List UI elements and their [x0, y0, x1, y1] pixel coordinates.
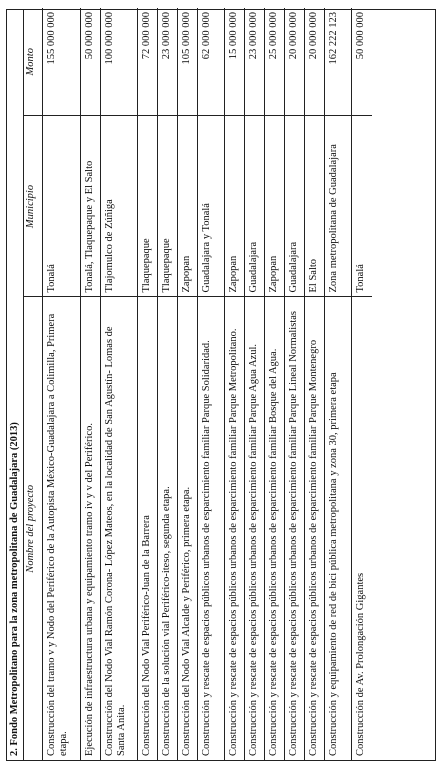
- cell-municipio: Tlaquepaque: [158, 116, 178, 297]
- cell-monto: 23 000 000: [245, 8, 265, 116]
- cell-municipio: Zapopan: [178, 116, 198, 297]
- cell-proyecto: Ejecución de infraestructura urbana y equipamiento tramo iv y v del Periférico.: [81, 297, 101, 760]
- table-row: [101, 8, 138, 760]
- cell-monto: 50 000 000: [81, 8, 101, 116]
- table-row: [245, 8, 265, 760]
- cell-proyecto: Construcción y rescate de espacios públicos urbanos de esparcimiento familiar Bosque del Agua.: [265, 297, 285, 760]
- cell-proyecto: Construcción del Nodo Vial Alcalde y Periférico, primera etapa.: [178, 297, 198, 760]
- cell-municipio: Zapopan: [225, 116, 245, 297]
- table-row: [178, 8, 198, 760]
- table-row: [158, 8, 178, 760]
- cell-municipio: Tonalá: [352, 116, 372, 297]
- cell-monto: 23 000 000: [158, 8, 178, 116]
- cell-monto: 15 000 000: [225, 8, 245, 116]
- cell-monto: 162 222 123: [325, 8, 352, 116]
- cell-proyecto: Construcción de Av. Prolongación Gigantes: [352, 297, 372, 760]
- cell-municipio: Guadalajara: [285, 116, 305, 297]
- cell-proyecto: Construcción del tramo v y Nodo del Periférico de la Autopista México-Guadalajara a Colimilla, Primera etapa.: [43, 297, 81, 760]
- header-row: [24, 8, 43, 760]
- cell-proyecto: Construcción de la solución vial Periférico-iteso, segunda etapa.: [158, 297, 178, 760]
- cell-monto: 100 000 000: [101, 8, 138, 116]
- projects-table: [24, 8, 372, 760]
- table-row: [81, 8, 101, 760]
- table-row: [225, 8, 245, 760]
- table-row: [285, 8, 305, 760]
- cell-monto: 50 000 000: [352, 8, 372, 116]
- cell-municipio: Tonalá, Tlaquepaque y El Salto: [81, 116, 101, 297]
- cell-proyecto: Construcción y rescate de espacios públicos urbanos de esparcimiento familiar Parque Metropolitano.: [225, 297, 245, 760]
- cell-municipio: Tlaquepaque: [138, 116, 158, 297]
- table-row: [43, 8, 81, 760]
- cell-monto: 20 000 000: [285, 8, 305, 116]
- table-row: [265, 8, 285, 760]
- cell-proyecto: Construcción del Nodo Vial Periférico-Juan de la Barrera: [138, 297, 158, 760]
- cell-municipio: El Salto: [305, 116, 325, 297]
- cell-municipio: Tonalá: [43, 116, 81, 297]
- cell-monto: 20 000 000: [305, 8, 325, 116]
- header-monto: Monto: [24, 8, 43, 116]
- cell-monto: 62 000 000: [198, 8, 225, 116]
- cell-proyecto: Construcción y equipamiento de red de bici pública metropolitana y zona 30, primera etapa: [325, 297, 352, 760]
- cell-municipio: Guadalajara y Tonalá: [198, 116, 225, 297]
- header-municipio: Municipio: [24, 116, 43, 297]
- table-row: [138, 8, 158, 760]
- table-row: [325, 8, 352, 760]
- cell-municipio: Guadalajara: [245, 116, 265, 297]
- table-row: [352, 8, 372, 760]
- cell-proyecto: Construcción del Nodo Vial Ramón Corona- López Mateos, en la localidad de San Agustín- Lomas de Santa Anita.: [101, 297, 138, 760]
- cell-municipio: Zona metropolitana de Guadalajara: [325, 116, 352, 297]
- header-proyecto: Nombre del proyecto: [24, 297, 43, 760]
- table-title: 2. Fondo Metropolitano para la zona metropolitana de Guadalajara (2013): [7, 10, 24, 760]
- cell-municipio: Tlajomulco de Zúñiga: [101, 116, 138, 297]
- fund-table-frame: [6, 9, 436, 761]
- table-row: [198, 8, 225, 760]
- cell-monto: 155 000 000: [43, 8, 81, 116]
- cell-monto: 72 000 000: [138, 8, 158, 116]
- cell-proyecto: Construcción y rescate de espacios públicos urbanos de esparcimiento familiar Parque Solidaridad.: [198, 297, 225, 760]
- cell-monto: 105 000 000: [178, 8, 198, 116]
- cell-proyecto: Construcción y rescate de espacios públicos urbanos de esparcimiento familiar Parque Montenegro: [305, 297, 325, 760]
- cell-monto: 25 000 000: [265, 8, 285, 116]
- table-row: [305, 8, 325, 760]
- cell-municipio: Zapopan: [265, 116, 285, 297]
- cell-proyecto: Construcción y rescate de espacios públicos urbanos de esparcimiento familiar Parque Lineal Normalistas: [285, 297, 305, 760]
- cell-proyecto: Construcción y rescate de espacios públicos urbanos de esparcimiento familiar Parque Agua Azul.: [245, 297, 265, 760]
